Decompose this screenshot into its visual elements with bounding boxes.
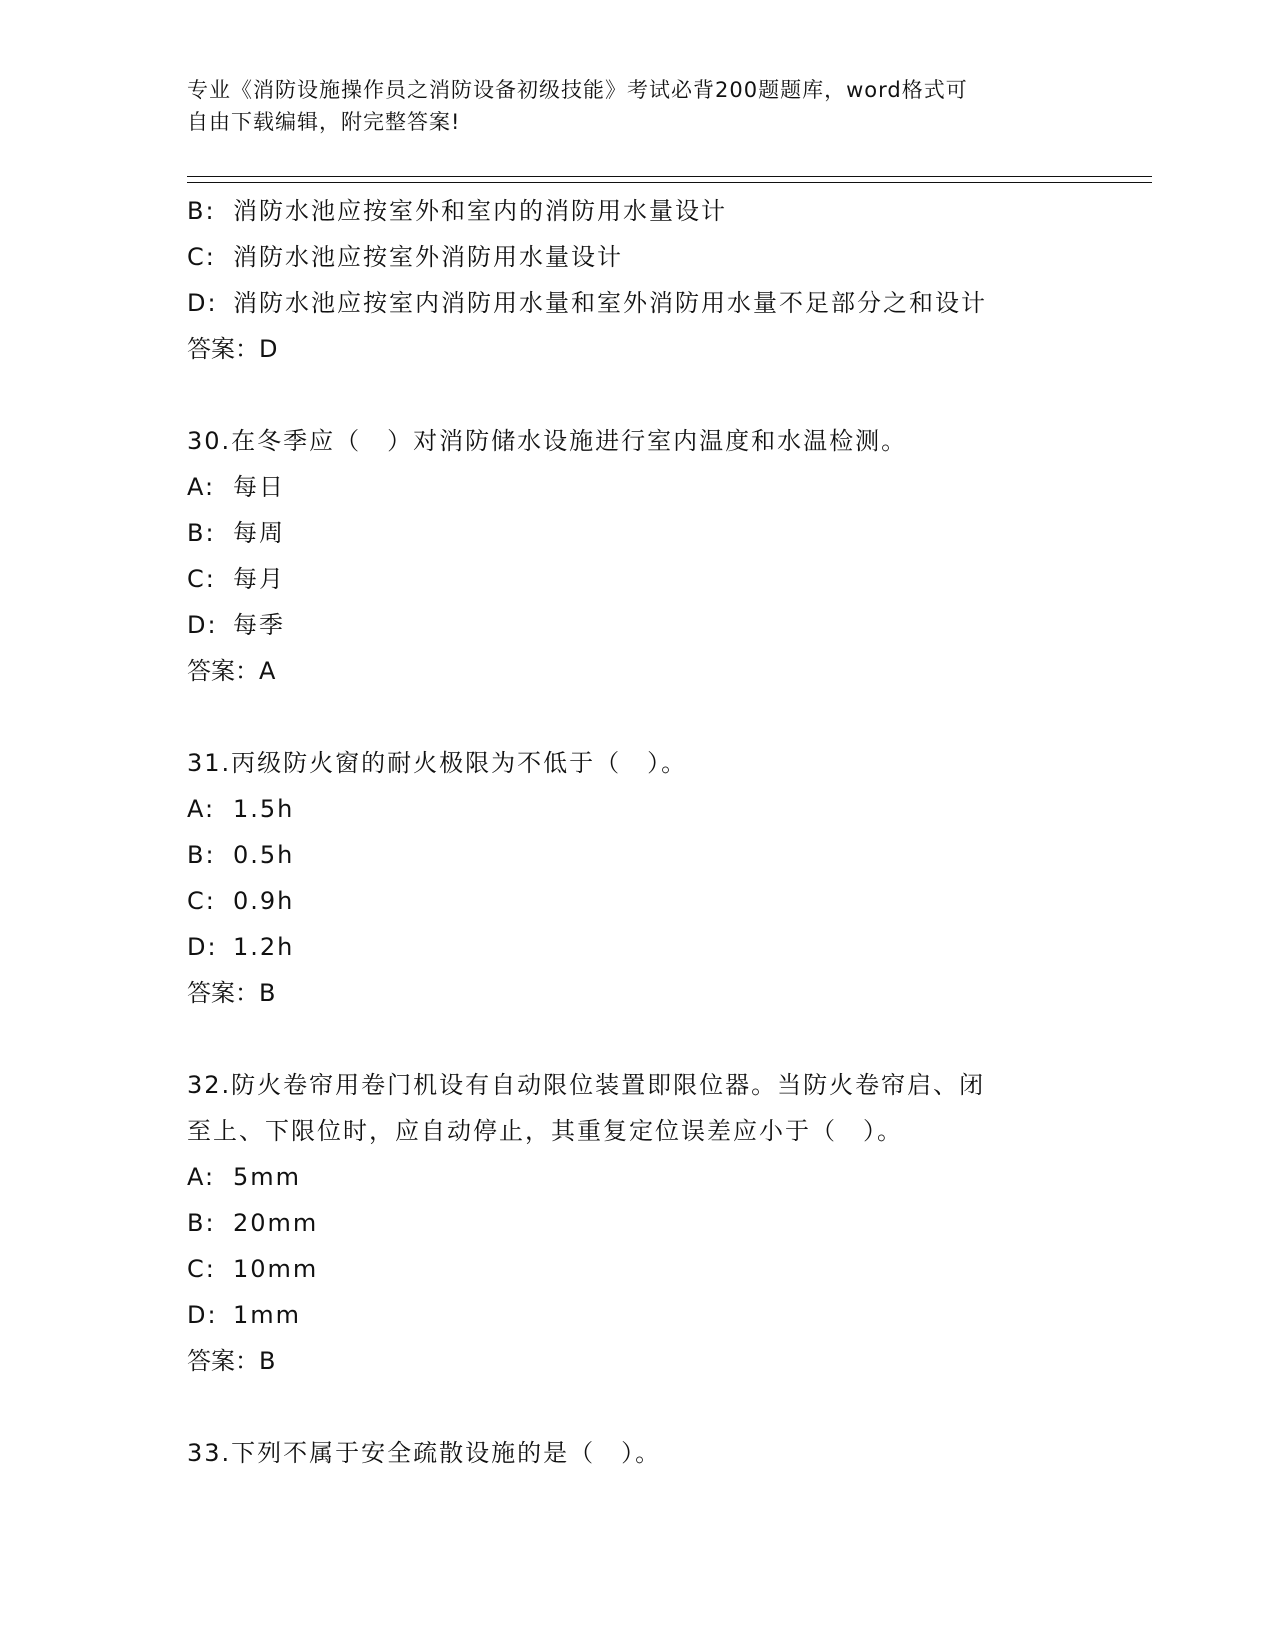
option-letter: B: [187, 519, 216, 547]
option-a [187, 1154, 1087, 1200]
option-d [187, 924, 1087, 970]
spacer [187, 372, 1087, 418]
option-c [187, 878, 1087, 924]
option-d [187, 280, 1087, 326]
option-letter: D: [187, 611, 218, 639]
option-letter: C: [187, 1255, 216, 1283]
option-text: 0.5h [233, 841, 295, 869]
question-stem: 31.丙级防火窗的耐火极限为不低于（ ）。 [187, 749, 688, 777]
option-text: 0.9h [233, 887, 295, 915]
spacer [187, 1016, 1087, 1062]
option-letter: A: [187, 473, 216, 501]
option-d [187, 1292, 1087, 1338]
option-text: 消防水池应按室外和室内的消防用水量设计 [233, 197, 727, 225]
question-stem: 33.下列不属于安全疏散设施的是（ ）。 [187, 1439, 662, 1467]
option-text: 消防水池应按室内消防用水量和室外消防用水量不足部分之和设计 [233, 289, 987, 317]
option-text: 1.5h [233, 795, 295, 823]
option-text: 1mm [233, 1301, 302, 1329]
option-text: 消防水池应按室外消防用水量设计 [233, 243, 623, 271]
document-header [187, 74, 1067, 138]
option-a [187, 464, 1087, 510]
option-text: 每日 [233, 473, 285, 501]
option-letter: B: [187, 841, 216, 869]
option-letter: D: [187, 1301, 218, 1329]
option-b [187, 188, 1087, 234]
option-letter: C: [187, 565, 216, 593]
answer-line: 答案：D [187, 335, 278, 363]
option-letter: B: [187, 1209, 216, 1237]
option-text: 每月 [233, 565, 285, 593]
answer-line: 答案：A [187, 657, 276, 685]
option-c [187, 556, 1087, 602]
question-stem: 32.防火卷帘用卷门机设有自动限位装置即限位器。当防火卷帘启、闭 [187, 1071, 986, 1099]
option-letter: A: [187, 795, 216, 823]
spacer [187, 1384, 1087, 1430]
option-text: 10mm [233, 1255, 319, 1283]
option-text: 1.2h [233, 933, 295, 961]
option-letter: D: [187, 289, 218, 317]
answer-line: 答案：B [187, 979, 276, 1007]
question-stem-continued: 至上、下限位时，应自动停止，其重复定位误差应小于（ ）。 [187, 1117, 903, 1145]
option-letter: C: [187, 243, 216, 271]
option-d [187, 602, 1087, 648]
option-c [187, 234, 1087, 280]
option-b [187, 832, 1087, 878]
option-text: 每季 [233, 611, 285, 639]
option-text: 5mm [233, 1163, 302, 1191]
option-b [187, 1200, 1087, 1246]
answer-line: 答案：B [187, 1347, 276, 1375]
spacer [187, 694, 1087, 740]
header-divider-bottom [187, 182, 1152, 183]
question-stem: 30.在冬季应（ ）对消防储水设施进行室内温度和水温检测。 [187, 427, 908, 455]
option-b [187, 510, 1087, 556]
option-text: 20mm [233, 1209, 319, 1237]
option-letter: D: [187, 933, 218, 961]
option-text: 每周 [233, 519, 285, 547]
option-a [187, 786, 1087, 832]
option-letter: B: [187, 197, 216, 225]
option-c [187, 1246, 1087, 1292]
header-line-2: 自由下载编辑，附完整答案! [187, 110, 461, 134]
question-list [187, 188, 1087, 1476]
header-divider-top [187, 176, 1152, 177]
option-letter: C: [187, 887, 216, 915]
option-letter: A: [187, 1163, 216, 1191]
header-line-1: 专业《消防设施操作员之消防设备初级技能》考试必背200题题库，word格式可 [187, 78, 968, 102]
